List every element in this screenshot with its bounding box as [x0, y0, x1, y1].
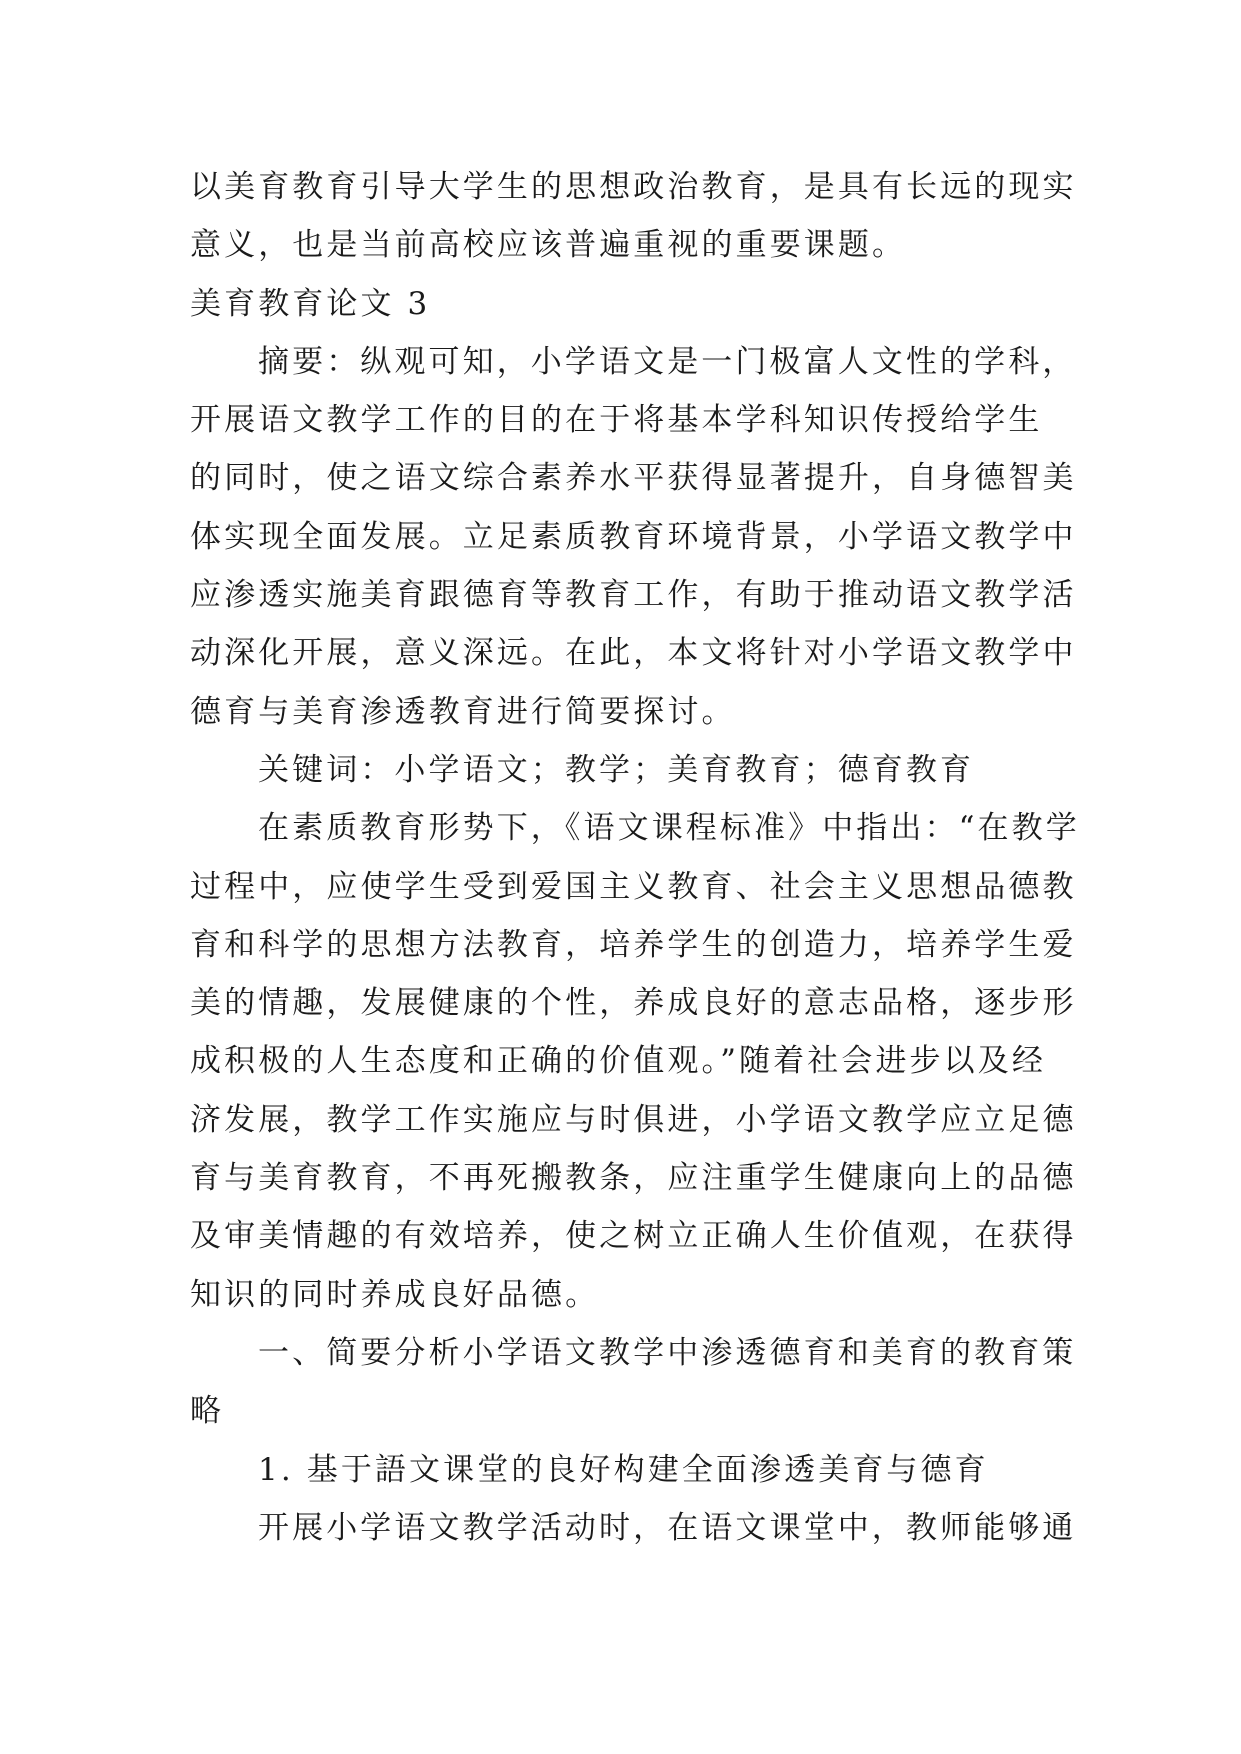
text-line: 过程中，应使学生受到爱国主义教育、社会主义思想品德教 — [190, 868, 1077, 905]
text-line: 成积极的人生态度和正确的价值观。”随着社会进步以及经 — [190, 1043, 1046, 1080]
text-line: 以美育教育引导大学生的思想政治教育，是具有长远的现实 — [190, 169, 1077, 205]
document-body — [190, 158, 1080, 1557]
text-line: 育和科学的思想方法教育，培养学生的创造力，培养学生爱 — [190, 926, 1077, 963]
text-line: 在素质教育形势下，《语文课程标准》中指出：“在教学 — [258, 810, 1080, 847]
keywords-line: 关键词：小学语文；教学；美育教育；德育教育 — [258, 751, 975, 788]
subheading-line: 略 — [190, 1393, 225, 1430]
abstract-line: 摘要：纵观可知，小学语文是一门极富人文性的学科， — [258, 343, 1077, 380]
text-line: 体实现全面发展。立足素质教育环境背景，小学语文教学中 — [190, 518, 1077, 555]
text-line: 动深化开展，意义深远。在此，本文将针对小学语文教学中 — [190, 635, 1077, 672]
text-line: 育与美育教育，不再死搬教条，应注重学生健康向上的品德 — [190, 1160, 1077, 1197]
subheading-line: 1. 基于語文课堂的良好构建全面渗透美育与德育 — [258, 1451, 989, 1488]
text-line: 德育与美育渗透教育进行简要探讨。 — [190, 693, 736, 730]
text-line: 开展语文教学工作的目的在于将基本学科知识传授给学生 — [190, 402, 1043, 439]
text-line: 济发展，教学工作实施应与时俱进，小学语文教学应立足德 — [190, 1101, 1077, 1138]
text-line: 知识的同时养成良好品德。 — [190, 1276, 600, 1313]
text-line: 的同时，使之语文综合素养水平获得显著提升，自身德智美 — [190, 460, 1077, 497]
subheading-line: 一、简要分析小学语文教学中渗透德育和美育的教育策 — [258, 1334, 1077, 1371]
text-line: 及审美情趣的有效培养，使之树立正确人生价值观，在获得 — [190, 1218, 1077, 1255]
section-heading: 美育教育论文 3 — [190, 285, 431, 322]
text-line: 美的情趣，发展健康的个性，养成良好的意志品格，逐步形 — [190, 985, 1077, 1022]
text-line: 开展小学语文教学活动时，在语文课堂中，教师能够通 — [258, 1509, 1077, 1546]
text-line: 意义，也是当前高校应该普遍重视的重要课题。 — [190, 227, 907, 264]
text-line: 应渗透实施美育跟德育等教育工作，有助于推动语文教学活 — [190, 577, 1077, 614]
